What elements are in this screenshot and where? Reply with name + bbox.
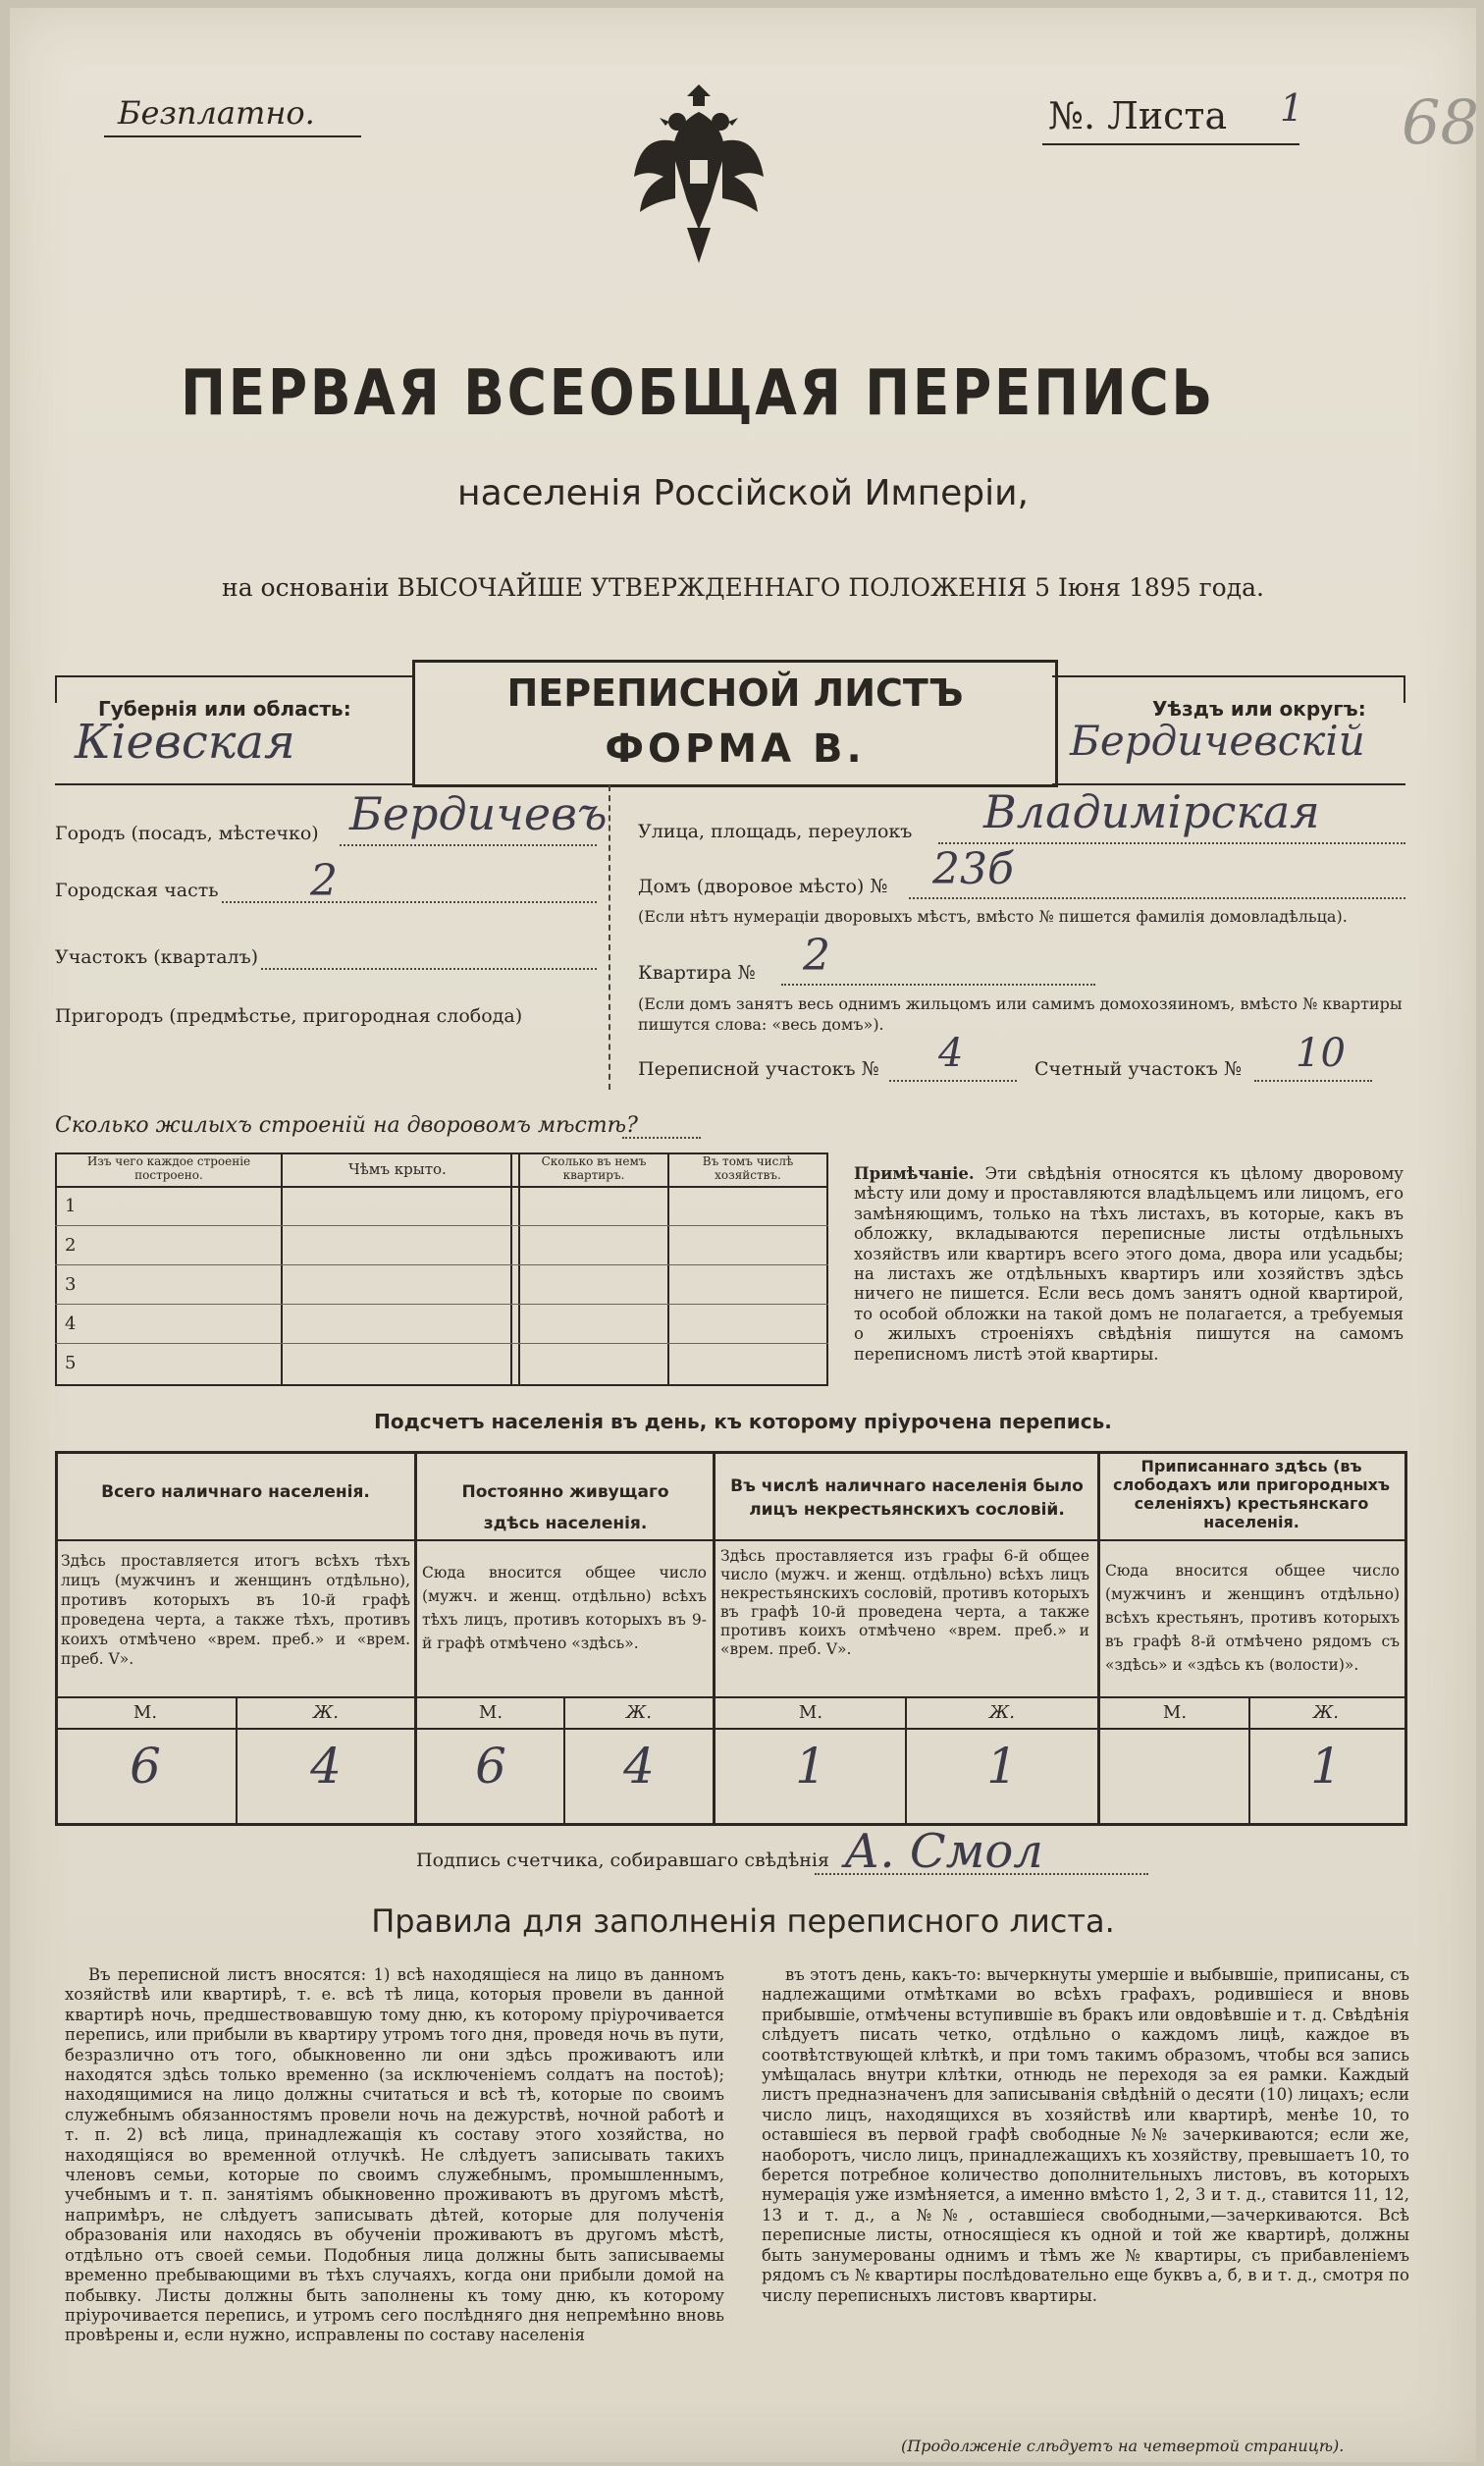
enumerator-signature: А. Смол xyxy=(844,1824,1043,1879)
buildings-col-material: Изъ чего каждое строеніе построено. xyxy=(86,1154,251,1182)
note-title: Примѣчаніе. xyxy=(854,1164,975,1183)
address-divider xyxy=(609,785,610,1090)
nonpeasant-female-value: 1 xyxy=(986,1738,1018,1795)
form-title: ФОРМА В. xyxy=(605,726,866,772)
buildings-row-5: 5 xyxy=(65,1353,77,1373)
house-note: (Если нѣтъ нумераціи дворовыхъ мѣстъ, вмѣсто № пишется фамилія домовладѣльца). xyxy=(638,907,1348,926)
count-district-label: Счетный участокъ № xyxy=(1034,1058,1242,1080)
buildings-col-households: Въ томъ числѣ хозяйствъ. xyxy=(702,1154,794,1182)
note-text: Эти свѣдѣнія относятся къ цѣлому дворовому мѣсту или дому и проставляются владѣльцемъ или лицомъ, его замѣняющимъ, только на тѣхъ листахъ, въ которые, какъ въ обложку, вкладываются переписные листы отдѣльныхъ хозяйствъ или квартиръ всего этого дома, двора или усадьбы; на листахъ же отдѣльныхъ квартиръ или хозяйствъ здѣсь ничего не пишется. Если весь домъ занятъ одной квартирой, то особой обложки на такой домъ не полагается, а требуемыя о жилыхъ строеніяхъ свѣдѣнія пишутся на самомъ переписномъ листѣ этой квартиры. xyxy=(854,1164,1404,1364)
census-subtitle: населенія Россійской Имперіи, xyxy=(457,473,1029,513)
permanent-male-value: 6 xyxy=(475,1738,506,1795)
population-col2-text: Сюда вносится общее число (мужч. и женщ. отдѣльно) всѣхъ тѣхъ лицъ, противъ которыхъ въ 9-й графѣ отмѣчено «здѣсь». xyxy=(422,1564,707,1652)
imperial-eagle-emblem xyxy=(630,82,768,269)
city-label: Городъ (посадъ, мѣстечко) xyxy=(55,823,319,844)
population-col4-text: Сюда вносится общее число (мужчинъ и женщинъ отдѣльно) всѣхъ крестьянъ, противъ которыхъ въ графѣ 8-й отмѣчено рядомъ съ «здѣсь» и «здѣсь къ (волости)». xyxy=(1105,1562,1400,1674)
population-col3-head: Въ числѣ наличнаго населенія было лицъ некрестьянскихъ сословій. xyxy=(730,1476,1084,1520)
rules-right-column: въ этотъ день, какъ-то: вычеркнуты умершіе и выбывшіе, приписаны, съ надлежащими отмѣтками во всѣхъ графахъ, родившіеся и вновь прибывшіе, отмѣчены вступившіе въ бракъ или овдовѣвшіе и т. д. Свѣдѣнія слѣдуетъ писать четко, отдѣльно о каждомъ лицѣ, каждое въ соотвѣтствующей клѣткѣ, и при томъ такимъ образомъ, чтобы вся запись умѣщалась внутри клѣтки, отнюдь не переходя за ея рамки. Каждый листъ предназначенъ для записыванія свѣдѣній о десяти (10) лицахъ; если число лицъ, находящихся въ хозяйствѣ или квартирѣ, менѣе 10, то оставшіеся въ первой графѣ свободные №№ зачеркиваются; если же, наоборотъ, число лицъ, принадлежащихъ къ хозяйству, превышаетъ 10, то берется потребное количество дополнительныхъ листовъ, въ которыхъ нумерація уже измѣняется, а именно вмѣсто 1, 2, 3 и т. д., ставится 11, 12, 13 и т. д., а №№, оставшіеся свободными,—зачеркиваются. Всѣ переписные листы, относящіеся къ одной и той же квартирѣ, должны быть занумерованы однимъ и тѣмъ же № квартиры, съ прибавленіемъ рядомъ съ № квартиры послѣдовательно еще буквъ а, б, в и т. д., смотря по числу переписныхъ листовъ квартиры. xyxy=(762,1965,1409,2305)
rules-title: Правила для заполненія переписного листа. xyxy=(371,1903,1115,1940)
street-label: Улица, площадь, переулокъ xyxy=(638,821,913,842)
population-col1-head: Всего наличнаго населенія. xyxy=(101,1482,370,1502)
population-col3-text: Здѣсь проставляется изъ графы 6-й общее число (мужч. и женщ. отдѣльно) всѣхъ лицъ некрестьянскихъ сословій, противъ которыхъ въ графѣ 10-й проведена черта, а также противъ коихъ отмѣчено «врем. преб.» и «врем. преб. V». xyxy=(720,1547,1089,1658)
count-district-value: 10 xyxy=(1296,1031,1346,1076)
buildings-note xyxy=(854,1164,1404,1365)
free-underline xyxy=(104,135,361,137)
col4-female-head: Ж. xyxy=(1313,1702,1339,1723)
buildings-question: Сколько жилыхъ строеній на дворовомъ мѣстѣ? xyxy=(55,1113,638,1138)
col1-male-head: М. xyxy=(132,1702,158,1723)
free-label: Безплатно. xyxy=(118,94,315,132)
apartment-value: 2 xyxy=(803,931,830,981)
city-value: Бердичевъ xyxy=(349,787,608,840)
apartment-note: (Если домъ занятъ весь однимъ жильцомъ или самимъ домохозяиномъ, вмѣсто № квартиры пишутся слова: «весь домъ»). xyxy=(638,994,1403,1034)
buildings-row-3: 3 xyxy=(65,1274,77,1295)
gubernia-top-rule xyxy=(55,675,412,677)
col4-male-head: М. xyxy=(1162,1702,1188,1723)
house-label: Домъ (дворовое мѣсто) № xyxy=(638,876,888,897)
city-part-label: Городская часть xyxy=(55,880,219,901)
buildings-row-2: 2 xyxy=(65,1235,77,1256)
sheet-title: ПЕРЕПИСНОЙ ЛИСТЪ xyxy=(506,671,964,715)
sheet-number-value: 1 xyxy=(1280,86,1304,130)
peasant-female-value: 1 xyxy=(1310,1738,1342,1795)
population-title: Подсчетъ населенія въ день, къ которому пріурочена перепись. xyxy=(374,1410,1112,1433)
suburb-label: Пригородъ (предмѣстье, пригородная слобода) xyxy=(55,1005,523,1027)
sheet-number-label: №. Листа xyxy=(1048,94,1228,137)
district-label: Участокъ (кварталъ) xyxy=(55,946,259,968)
signature-label: Подпись счетчика, собиравшаго свѣдѣнія xyxy=(416,1850,829,1871)
rules-continued: (Продолженіе слѣдуетъ на четвертой страницѣ). xyxy=(901,2437,1345,2455)
uezd-label: Уѣздъ или округъ: xyxy=(1152,697,1366,721)
buildings-row-4: 4 xyxy=(65,1313,77,1334)
population-col2-head: Постоянно живущаго здѣсь населенія. xyxy=(461,1482,669,1533)
col2-female-head: Ж. xyxy=(626,1702,652,1723)
census-district-label: Переписной участокъ № xyxy=(638,1058,879,1080)
population-col4-head: Приписаннаго здѣсь (въ слободахъ или пригородныхъ селеніяхъ) крестьянскаго населенія. xyxy=(1112,1457,1390,1531)
house-value: 23б xyxy=(932,844,1014,894)
nonpeasant-male-value: 1 xyxy=(795,1738,826,1795)
buildings-row-1: 1 xyxy=(65,1196,77,1216)
uezd-value: Бердичевскій xyxy=(1070,717,1365,765)
census-basis: на основаніи ВЫСОЧАЙШЕ УТВЕРЖДЕННАГО ПОЛОЖЕНІЯ 5 Іюня 1895 года. xyxy=(222,573,1264,602)
permanent-female-value: 4 xyxy=(623,1738,655,1795)
col3-male-head: М. xyxy=(798,1702,823,1723)
col1-female-head: Ж. xyxy=(313,1702,339,1723)
gubernia-label: Губернія или область: xyxy=(98,697,351,721)
total-male-value: 6 xyxy=(130,1738,161,1795)
total-female-value: 4 xyxy=(310,1738,342,1795)
col2-male-head: М. xyxy=(478,1702,504,1723)
gubernia-value: Кіевская xyxy=(75,715,295,770)
street-value: Владимірская xyxy=(983,785,1320,838)
sheet-number-underline xyxy=(1042,143,1299,145)
gubernia-bottom-rule xyxy=(55,783,412,785)
apartment-label: Квартира № xyxy=(638,962,756,984)
population-col1-text: Здѣсь проставляется итогъ всѣхъ тѣхъ лицъ (мужчинъ и женщинъ отдѣльно), противъ которыхъ въ 10-й графѣ проведена черта, а также тѣхъ, противъ коихъ отмѣчено «врем. преб.» и «врем. преб. V». xyxy=(61,1552,410,1668)
buildings-col-apartments: Сколько въ немъ квартиръ. xyxy=(541,1154,647,1182)
city-part-value: 2 xyxy=(310,856,338,906)
uezd-top-rule xyxy=(1052,675,1405,677)
census-district-value: 4 xyxy=(938,1031,964,1076)
archive-number: 68 xyxy=(1402,86,1479,158)
census-sheet xyxy=(10,8,1479,2462)
col3-female-head: Ж. xyxy=(989,1702,1015,1723)
census-title: ПЕРВАЯ ВСЕОБЩАЯ ПЕРЕПИСЬ xyxy=(181,357,1215,430)
rules-left-column: Въ переписной листъ вносятся: 1) всѣ находящіеся на лицо въ данномъ хозяйствѣ или квартирѣ, т. е. всѣ тѣ лица, которыя провели въ данной квартирѣ ночь, предшествовавшую тому дню, къ которому пріурочивается перепись, или прибыли въ квартиру утромъ того дня, проведя ночь въ пути, безразлично отъ того, обыкновенно ли они здѣсь проживаютъ или находятся здѣсь только временно (за исключеніемъ солдатъ на постоѣ); находящимися на лицо должны считаться и всѣ тѣ, которые по своимъ служебнымъ обязанностямъ провели ночь на дежурствѣ, ночной работѣ и т. п. 2) всѣ лица, принадлежащія къ составу этого хозяйства, но находящіяся во временной отлучкѣ. Не слѣдуетъ записывать такихъ членовъ семьи, которые по своимъ служебнымъ, промышленнымъ, учебнымъ и т. п. занятіямъ обыкновенно проживаютъ въ другомъ мѣстѣ, напримѣръ, не слѣдуетъ записывать дѣтей, которые для полученія образованія или находясь въ обученіи проживаютъ въ другомъ мѣстѣ, отдѣльно отъ своей семьи. Подобныя лица должны быть записываемы временно пребывающими въ тѣхъ случаяхъ, когда они прибыли домой на побывку. Листы должны быть заполнены къ тому дню, къ которому пріурочивается перепись, и утромъ сего послѣдняго дня непремѣнно вновь провѣрены и, если нужно, исправлены по составу населенія xyxy=(65,1965,724,2345)
buildings-col-roof: Чѣмъ крыто. xyxy=(348,1160,447,1178)
